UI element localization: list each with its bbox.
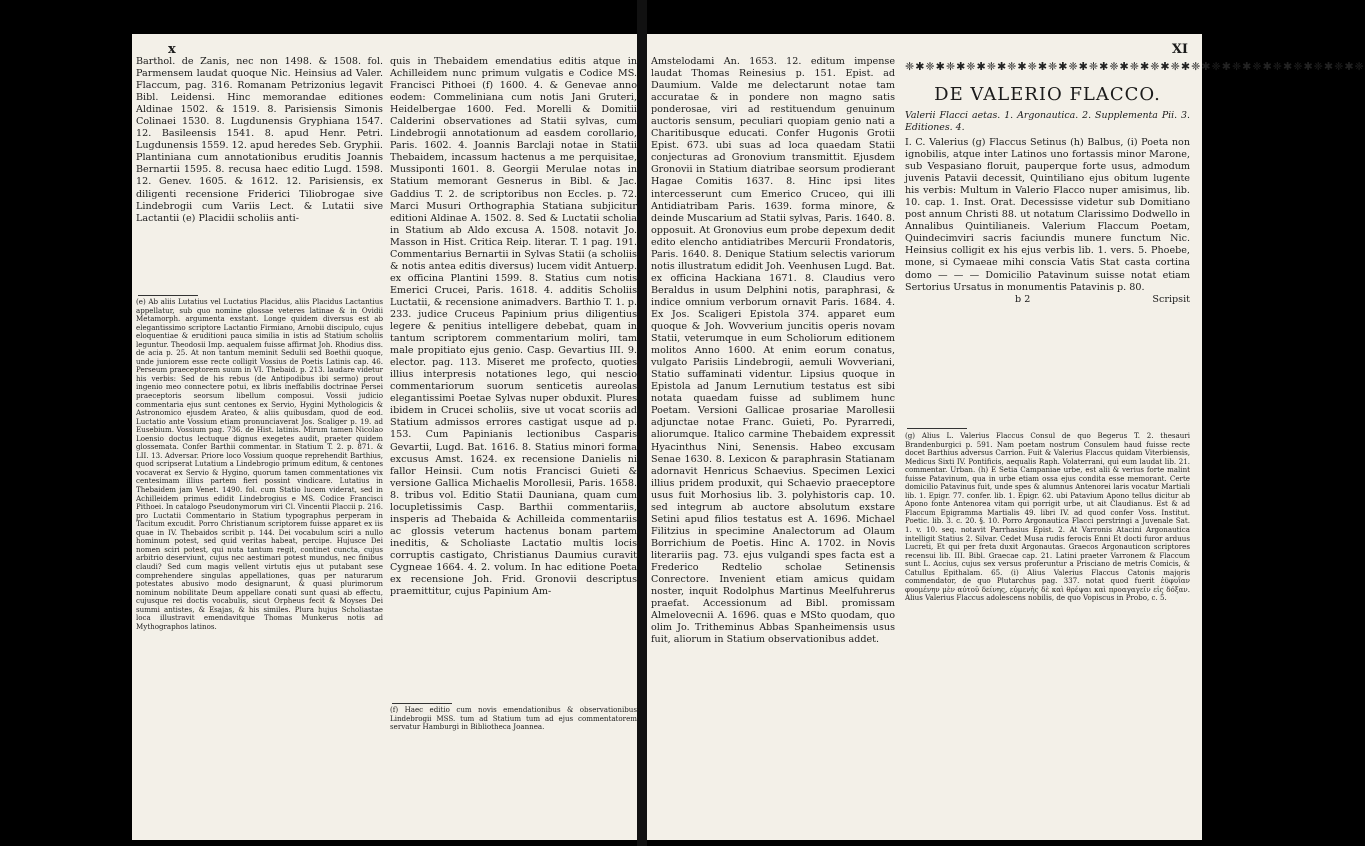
signature-line bbox=[905, 294, 1190, 306]
catchword: Scripsit bbox=[1152, 293, 1190, 305]
headpiece-ornament: ❈✱❈✱❈✱❈✱❈✱❈✱❈✱❈✱❈✱❈✱❈✱❈✱❈✱❈✱❈✱❈✱❈✱❈✱❈✱❈✱❈✱❈✱❈ bbox=[905, 60, 1365, 73]
left-col2-main-text: quis in Thebaidem emendatius editis atque in Achilleidem nunc primum vulgatis e Codice MS. Francisci Pithoei (f) 1600. 4. & Genevae anno eodem: Commeliniana cum notis Jani Gruteri, Heidelbergae 1600. Fed. Morelli & Domitii Calderini observationes ad Statii sylvas, cum Lindebrogii annotationum ad easdem corollario, Paris. 1602. 4. Joannis Barclaji notae in Statii Thebaidem, incassum hactenus a me perquisitae, Mussiponti 1601. 8. Georgii Merulae notas in Statium memorant Gesnerus in Bibl. & Jac. Gaddius T. 2. de scriptoribus non Eccles. p. 72. Marci Musuri Orthographia Statiana subjicitur editioni Aldinae A. 1502. 8. Sed & Luctatii scholia in Statium ab Aldo excusa A. 1508. notavit Jo. Masson in Hist. Critica Reip. literar. T. 1 pag. 191. Commentarius Bernartii in Sylvas Statii (a scholiis & notis antea editis diversus) lucem vidit Antuerp. ex officina Plantini 1599. 8. Statius cum notis Emerici Crucei, Paris. 1618. 4. additis Scholiis Luctatii, & recensione animadvers. Barthio T. 1. p. 233. judice Cruceus Papinium prius diligentius legere & penitius intelligere debebat, quam in tantum scriptorem commentarium moliri, tam male propitiato ejus genio. Casp. Gevartius III. 9. elector. pag. 113. Miseret me profecto, quoties illius interpresis notationes lego, qui nescio commentariorum suorum senticetis aureolas elegantissimi Poetae Sylvas nuper obduxit. Plures ibidem in Crucei scholiis, sive ut vocat scoriis ad Statium admissos errores castigat usque ad p. 153. Cum Papinianis lectionibus Casparis Gevartii, Lugd. Bat. 1616. 8. Statius minori forma excusus Amst. 1624. ex recensione Danielis ni fallor Heinsii. Cum notis Francisci Guieti & versione Gallica Michaelis Morollesii, Paris. 1658. 8. tribus vol. Editio Statii Dauniana, quam cum locupletissimis Casp. Barthii commentariis, insperis ad Thebaida & Achilleida commentariis ac glossis veterum hactenus bonam partem ineditis, & Scholiaste Lactatio multis locis corruptis castigato, Christianus Daumius curavit Cygneae 1664. 4. 2. volum. In hac editione Poeta ex recensione Joh. Frid. Gronovii descriptus praemittitur, cujus Papinium Am- bbox=[390, 56, 637, 598]
right-col2-footnote: (g) Alius L. Valerius Flaccus Consul de quo Begerus T. 2. thesauri Brandenburgici p. 591. Nam poetam nostrum Consulem haud fuisse recte docet Barthius adversus Carrion. Fuit & Valerius Flaccus quidam Viterbiensis, Medicus Sixti IV. Pontificis, aequalis Raph. Volaterrani, qui eum laudat lib. 21. commentar. Urban. (h) E Setia Campaniae urbe, est alii & verius forte malint fuisse Patavinum, qua in urbe etiam ossa ejus condita esse memorant. Certe domicilio Patavinus fuit, unde spes & alumnus Antenorei laris vocatur Martiali lib. 1. Epigr. 77. confer. lib. 1. Epigr. 62. ubi Patavium Apono tellus dicitur ab Apono fonte Antenorea vitam qui porrigit urbe, ut ait Claudianus. Est & ad Flaccum Epigramma Martialis 49. libri IV. ad quod confer Voss. Institut. Poetic. lib. 3. c. 20. §. 10. Porro Argonautica Flacci perstringi a Juvenale Sat. 1. v. 10. seq. notavit Parrhasius Epist. 2. At Varronis Atacini Argonautica intelligit Statius 2. Silvar. Cedet Musa rudis ferocis Enni Et docti furor arduus Lucreti, Et qui per freta duxit Argonautas. Graecos Argonauticon scriptores recensui lib. III. Bibl. Graecae cap. 21. Latini praeter Varronem & Flaccum sunt L. Accius, cujus sex versus proferuntur a Prisciano de metris Comicis, & Catullus Epithalam. 65. (i) Alius Valerius Flaccus Catonis majoris commendator, de quo Plutarchus pag. 337. notat quod fuerit ἐϋφυΐαν φυομένην μὲν αὐτοῦ δείνης, εὐμενὴς δὲ καὶ θρέψαι καὶ προαγαγεῖν εἰς δόξαν. Alius Valerius Flaccus adolescens nobilis, de quo Vopiscus in Probo, c. 5. bbox=[905, 431, 1190, 603]
right-col2-paragraph: I. C. Valerius (g) Flaccus Setinus (h) Balbus, (i) Poeta non ignobilis, atque inter Latinos uno fortassis minor Marone, sub Vespasiano floruit, pauperque forte usus, admodum juvenis Patavii decessit, Quintiliano ejus obitum lugente his verbis: Multum in Valerio Flacco nuper amisimus, lib. 10. cap. 1. Inst. Orat. Decessisse videtur sub Domitiano post annum Christi 88. ut notatum Clarissimo Dodwello in Annalibus Quintilianeis. Valerium Flaccum Poetam, Quindecimviri sacris faciundis munere functum Nic. Heinsius colligit ex his ejus verbis lib. 1. vers. 5. Phoebe, mone, si Cymaeae mihi conscia Vatis Stat casta cortina domo — — — Domicilio Patavinum suisse notat etiam Sertorius Ursatus in monumentis Patavinis p. 80. bbox=[905, 137, 1190, 293]
signature-mark: b 2 bbox=[1015, 293, 1031, 305]
footnote-rule bbox=[392, 703, 452, 704]
right-col2-main-text bbox=[905, 137, 1190, 306]
footnote-rule bbox=[907, 428, 967, 429]
left-col1-main-text: Barthol. de Zanis, nec non 1498. & 1508. fol. Parmensem laudat quoque Nic. Heinsius ad Valer. Flaccum, pag. 316. Romanam Petrizonius legavit Bibl. Leidensi. Hinc memorandae editiones Aldinae 1502. & 1519. 8. Parisiensis Simonis Colinaei 1530. 8. Lugdunensis Gryphiana 1547. 12. Basileensis 1541. 8. apud Henr. Petri. Lugdunensis 1559. 12. apud heredes Seb. Gryphii. Plantiniana cum annotationibus eruditis Joannis Bernartii 1595. 8. recusa haec editio Lugd. 1598. 12. Genev. 1605. & 1612. 12. Parisiensis, ex diligenti recensione Friderici Tiliobrogae sive Lindebrogii cum Variis Lect. & Lutatii sive Lactantii (e) Placidii scholiis anti- bbox=[136, 56, 383, 224]
left-page bbox=[132, 34, 637, 840]
chapter-title: DE VALERIO FLACCO. bbox=[934, 84, 1161, 105]
page-number-left: x bbox=[168, 42, 176, 57]
page-number-right: XI bbox=[1171, 42, 1188, 57]
left-col1-footnote: (e) Ab aliis Lutatius vel Luctatius Placidus, aliis Placidus Lactantius appellatur, sub quo nomine glossae veteres latinae & in Ovidii Metamorph. argumenta exstant. Longe quidem diversus est ab elegantissimo scriptore Lactantio Firmiano, Arnobii discipulo, cujus eloquentiae & eruditioni pauca similia in istis ad Statium scholiis leguntur. Theodosii Imp. aequalem fuisse affirmat Joh. Rhodius diss. de acia p. 25. At non tantum meminit Sedulii sed Boethii quoque, unde juniorem esse recte colligit Vossius de Poetis Latinis cap. 46. Perseum praeceptorem suum in VI. Thebaid. p. 213. laudare videtur his verbis: Sed de his rebus (de Antipodibus ibi sermo) prout ingenio meo connectere potui, ex libris ineffabilis doctrinae Persei praeceptoris seorsum libellum composui. Vossii judicio commentaria ejus sunt centones ex Servio, Hygini Mythologicis & Astronomico ejusdem Arateo, & aliis quibusdam, quod de eod. Luctatio ante Vossium etiam pronunciaverat Jos. Scaliger p. 19. ad Eusebium. Vossium pag. 736. de Hist. latinis. Mirum tamen Nicolao Loensio doctus lectuque dignus exegetes audit, praeter quidem glossemata. Confer Barthii commentar. in Statium T. 2. p. 871. & LII. 13. Adversar. Priore loco Vossium quoque reprehendit Barthius, quod scripserat Lutatium a Lindebrogio primum editum, & centones vocaverat ex Servio & Hygino, quorum tamen commentationes vix centesimam illius partem fieri possint vindicare. Lutatius in Thebaidem jam Venet. 1490. fol. cum Statio lucem viderat, sed in Achilleidem primus edidit Lindebrogius e MS. Codice Francisci Pithoei. In catalogo Pseudonymorum viri Cl. Vincentii Placcii p. 216. pro Luctatii Commentario in Statium typographus perperam in Tacitum excudit. Porro Christianum scriptorem fuisse apparet ex iis quae in IV. Thebaidos scribit p. 144. Dei vocabulum sciri a nullo hominum potest, sed quid veritas habeat, percipe. Hujusce Dei nomen sciri potest, qui nuta tantum regit, continet cuncta, cujus arbitrio deserviunt, cujus nec aestimari potest mundus, nec finibus claudi? Sed cum magis vellent virtutis ejus ut putabant sese comprehendere singulas appellationes, quas per naturarum potestates abusivo modo designarunt, & quasi plurimorum nominum nobilitate Deum appellare conati sunt quasi ab effectu, cujusque rei doctis vocabulis, sicut Orpheus fecit & Moyses Dei summi antistes, & Esajas, & his similes. Plura hujus Scholiastae loca illustravit emendavitque Thomas Munkerus notis ad Mythographos latinos. bbox=[136, 297, 383, 631]
right-col1-main-text: Amstelodami An. 1653. 12. editum impense laudat Thomas Reinesius p. 151. Epist. ad Daumium. Valde me delectarunt notae tam accuratae & in pondere non magno satis ponderosae, viri ad restituendum genuinum auctoris sensum, peculiari quopiam genio nati a Charitibusque educati. Confer Hugonis Grotii Epist. 673. ubi suas ad loca quaedam Statii conjecturas ad Gronovium transmittit. Ejusdem Gronovii in Statium diatribae seorsum prodierant Hagae Comitis 1637. 8. Hinc ipsi lites intercesserunt cum Emerico Cruceo, qui illi Antidiatribam Paris. 1639. forma minore, & deinde Muscarium ad Statii sylvas, Paris. 1640. 8. opposuit. At Gronovius eum probe depexum dedit edito elencho antidiatribes Mercurii Frondatoris, Paris. 1640. 8. Denique Statium selectis variorum notis illustratum edidit Joh. Veenhusen Lugd. Bat. ex officina Hackiana 1671. 8. Claudius vero Beraldus in usum Delphini notis, paraphrasi, & indice omnium verborum ornavit Paris. 1684. 4. Ex Jos. Scaligeri Epistola 374. apparet eum quoque & Joh. Wovverium juncitis operis novam Statii, veterumque in eum Scholiorum editionem molitos Anno 1600. At enim eorum conatus, vulgato Parisiis Lindebrogii, aemuli Wovveriani, Statio suffaminati videntur. Lipsius quoque in Epistola ad Janum Lernutium testatus est sibi notata quaedam fuisse ad sublimem hunc Poetam. Versioni Gallicae prosariae Marollesii adjunctae notae Franc. Guieti, Po. Pyrarredi, aliorumque. Italico carmine Thebaidem expressit Hyacinthus Nini, Senensis. Habeo excusam Senae 1630. 8. Lexicon & paraphrasin Statianam adornavit Henricus Schaevius. Specimen Lexici illius pridem produxit, qui Schaevio praeceptore usus fuit Morhosius lib. 3. polyhistoris cap. 10. sed integrum ab auctore absolutum exstare Setini apud filios testatus est A. 1696. Michael Filitzius in specimine Analectorum ad Olaum Borrichium de Poetis. Hinc A. 1702. in Novis literariis pag. 73. ejus vulgandi spes facta est a Frederico Redtelio scholae Setinensis Conrectore. Invenient etiam amicus quidam noster, inquit Rodolphus Martinus Meelfuhrerus praefat. Accessionum ad Bibl. promissam Almelovecnii A. 1696. quas e MSto quodam, quo olim Jo. Tritheminus Abbas Spanheimensis usus fuit, aliorum in Statium observationibus addet. bbox=[651, 56, 895, 646]
right-page bbox=[647, 34, 1365, 840]
chapter-summary: Valerii Flacci aetas. 1. Argonautica. 2. Supplementa Pii. 3. Editiones. 4. bbox=[905, 110, 1190, 133]
footnote-rule bbox=[138, 295, 198, 296]
book-gutter bbox=[637, 0, 647, 846]
left-col2-footnote: (f) Haec editio cum novis emendationibus & observationibus Lindebrogii MSS. tum ad Statium tum ad ejus commentatorem servatur Hamburgi in Bibliotheca Joannea. bbox=[390, 705, 637, 732]
